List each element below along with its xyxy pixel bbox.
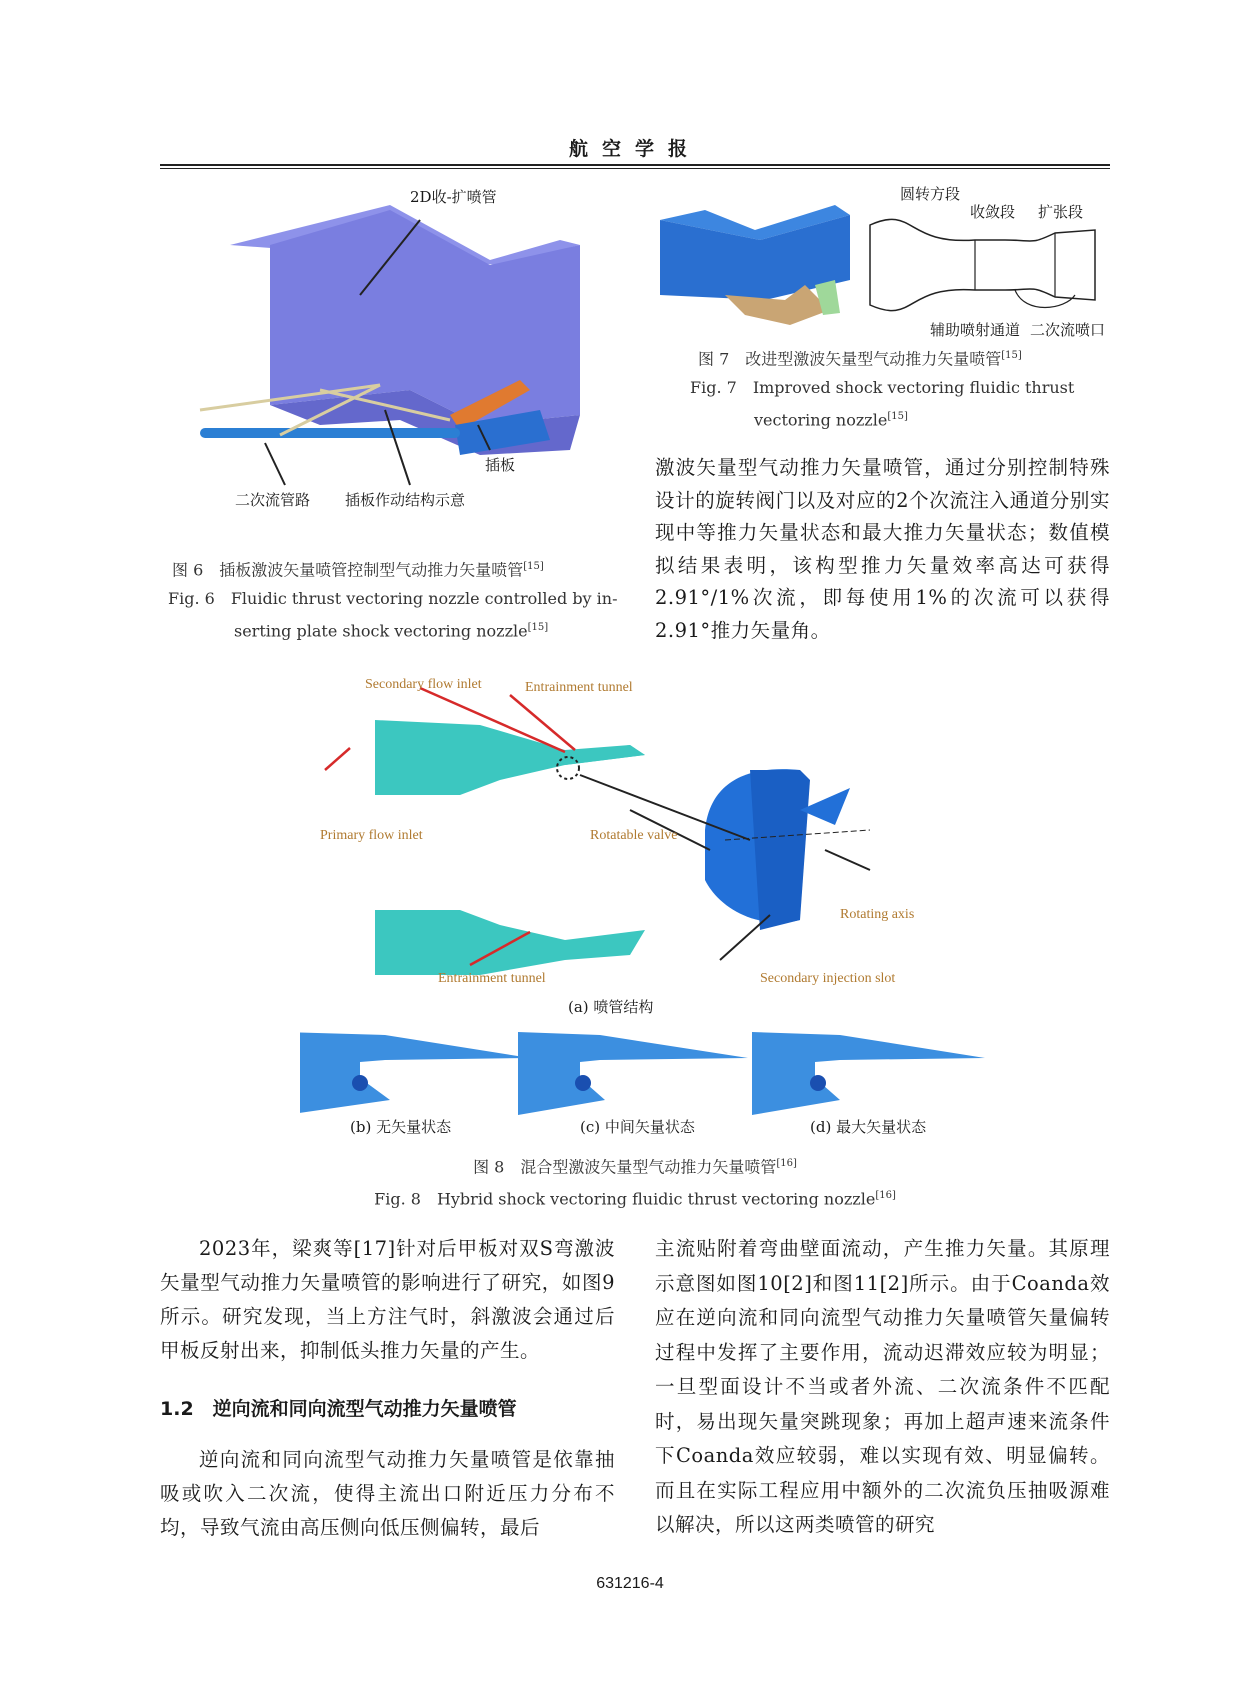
header-rule-thin: [160, 168, 1110, 169]
fig8-caption-cn: 图 8 混合型激波矢量型气动推力矢量喷管[16]: [473, 1157, 797, 1177]
right-col-p1: 主流贴附着弯曲壁面流动，产生推力矢量。其原理示意图如图10[2]和图11[2]所示。由于Coanda效应在逆向流和同向流型气动推力矢量喷管矢量偏转过程中发挥了主要作用，流动迟滞效应较为明显；一旦型面设计不当或者外流、二次流条件不匹配时，易出现矢量突跳现象；再加上超声速来流条件下Coanda效应较弱，难以实现有效、明显偏转。而且在实际工程应用中额外的二次流负压抽吸源难以解决，所以这两类喷管的研究: [655, 1237, 1110, 1536]
fig8-state-c: [518, 1032, 748, 1115]
left-col-p1: 2023年，梁爽等[17]针对后甲板对双S弯激波矢量型气动推力矢量喷管的影响进行了研究，如图9所示。研究发现，当上方注气时，斜激波会通过后甲板反射出来，抑制低头推力矢量的产生。: [160, 1237, 615, 1362]
fig8-sub-c: (c) 中间矢量状态: [580, 1118, 695, 1136]
fig8-state-d: [752, 1032, 985, 1115]
fig6-caption-cn: 图 6 插板激波矢量喷管控制型气动推力矢量喷管[15]: [172, 560, 544, 580]
fig6-label-nozzle: 2D收-扩喷管: [410, 188, 497, 206]
fig6-label-plate: 插板: [485, 456, 516, 474]
fig8-sub-a: (a) 喷管结构: [568, 998, 654, 1016]
fig8-caption: [160, 1149, 1110, 1214]
fig8-label-primary-inlet: Primary flow inlet: [320, 828, 423, 843]
figure-8: [300, 670, 1000, 1140]
fig7-label-aux-channel: 辅助喷射通道: [930, 321, 1021, 339]
figure-7: [655, 185, 1115, 345]
journal-header: 航空学报: [568, 138, 701, 160]
fig8-caption-en: Fig. 8 Hybrid shock vectoring fluidic thrust vectoring nozzle[16]: [374, 1189, 896, 1209]
fig8-sub-d: (d) 最大矢量状态: [810, 1118, 927, 1136]
fig8-label-rotating-axis: Rotating axis: [840, 907, 915, 922]
fig6-caption-en-2: serting plate shock vectoring nozzle[15]: [234, 621, 549, 641]
fig8-label-injection-slot: Secondary injection slot: [760, 971, 896, 986]
fig7-label-convergent: 收敛段: [970, 203, 1016, 221]
fig8-sub-b: (b) 无矢量状态: [350, 1118, 452, 1136]
fig7-caption-en-2: vectoring nozzle[15]: [754, 410, 908, 430]
right-paragraph: 激波矢量型气动推力矢量喷管，通过分别控制特殊设计的旋转阀门以及对应的2个次流注入通道分别实现中等推力矢量状态和最大推力矢量状态；数值模拟结果表明，该构型推力矢量效率高达可获得2.91°/1%次流，即每使用1%的次流可以获得2.91°推力矢量角。: [655, 456, 1110, 642]
fig8-arrow-axis: [825, 850, 870, 870]
fig7-caption-cn: 图 7 改进型激波矢量型气动推力矢量喷管[15]: [698, 349, 1022, 369]
fig6-caption-en-1: Fig. 6 Fluidic thrust vectoring nozzle controlled by in-: [168, 589, 618, 609]
fig8-state-b: [300, 1032, 530, 1115]
fig7-label-divergent: 扩张段: [1038, 203, 1084, 221]
fig7-caption: [690, 341, 1120, 435]
fig7-label-secondary-outlet: 二次流喷口: [1030, 321, 1106, 339]
header-rule: [160, 164, 1110, 166]
figure-6: [160, 185, 620, 545]
page-number: 631216-4: [596, 1575, 664, 1592]
fig6-secondary-pipe: [200, 428, 460, 438]
fig8-arrow-primary-inlet: [325, 748, 350, 770]
fig6-caption: [160, 552, 630, 646]
fig6-label-mechanism: 插板作动结构示意: [345, 491, 466, 509]
fig7-schematic-outline: [870, 219, 1095, 310]
fig8-valve-face: [750, 770, 810, 930]
section-heading-1-2: 1.2 逆向流和同向流型气动推力矢量喷管: [160, 1398, 517, 1420]
fig6-label-pipe: 二次流管路: [235, 491, 311, 509]
fig6-arrow-pipe: [265, 443, 285, 485]
fig8-label-entrainment-bottom: Entrainment tunnel: [438, 971, 546, 986]
fig8-label-secondary-inlet: Secondary flow inlet: [365, 677, 482, 692]
fig7-caption-en-1: Fig. 7 Improved shock vectoring fluidic thrust: [690, 378, 1075, 398]
fig8-label-rotatable-valve: Rotatable valve: [590, 828, 678, 843]
left-col-p2: 逆向流和同向流型气动推力矢量喷管是依靠抽吸或吹入二次流，使得主流出口附近压力分布不均，导致气流由高压侧向低压侧偏转，最后: [160, 1448, 615, 1539]
fig7-label-round-to-square: 圆转方段: [900, 185, 961, 203]
fig8-arrow-slot: [720, 915, 770, 960]
fig8-label-entrainment-top: Entrainment tunnel: [525, 680, 633, 695]
